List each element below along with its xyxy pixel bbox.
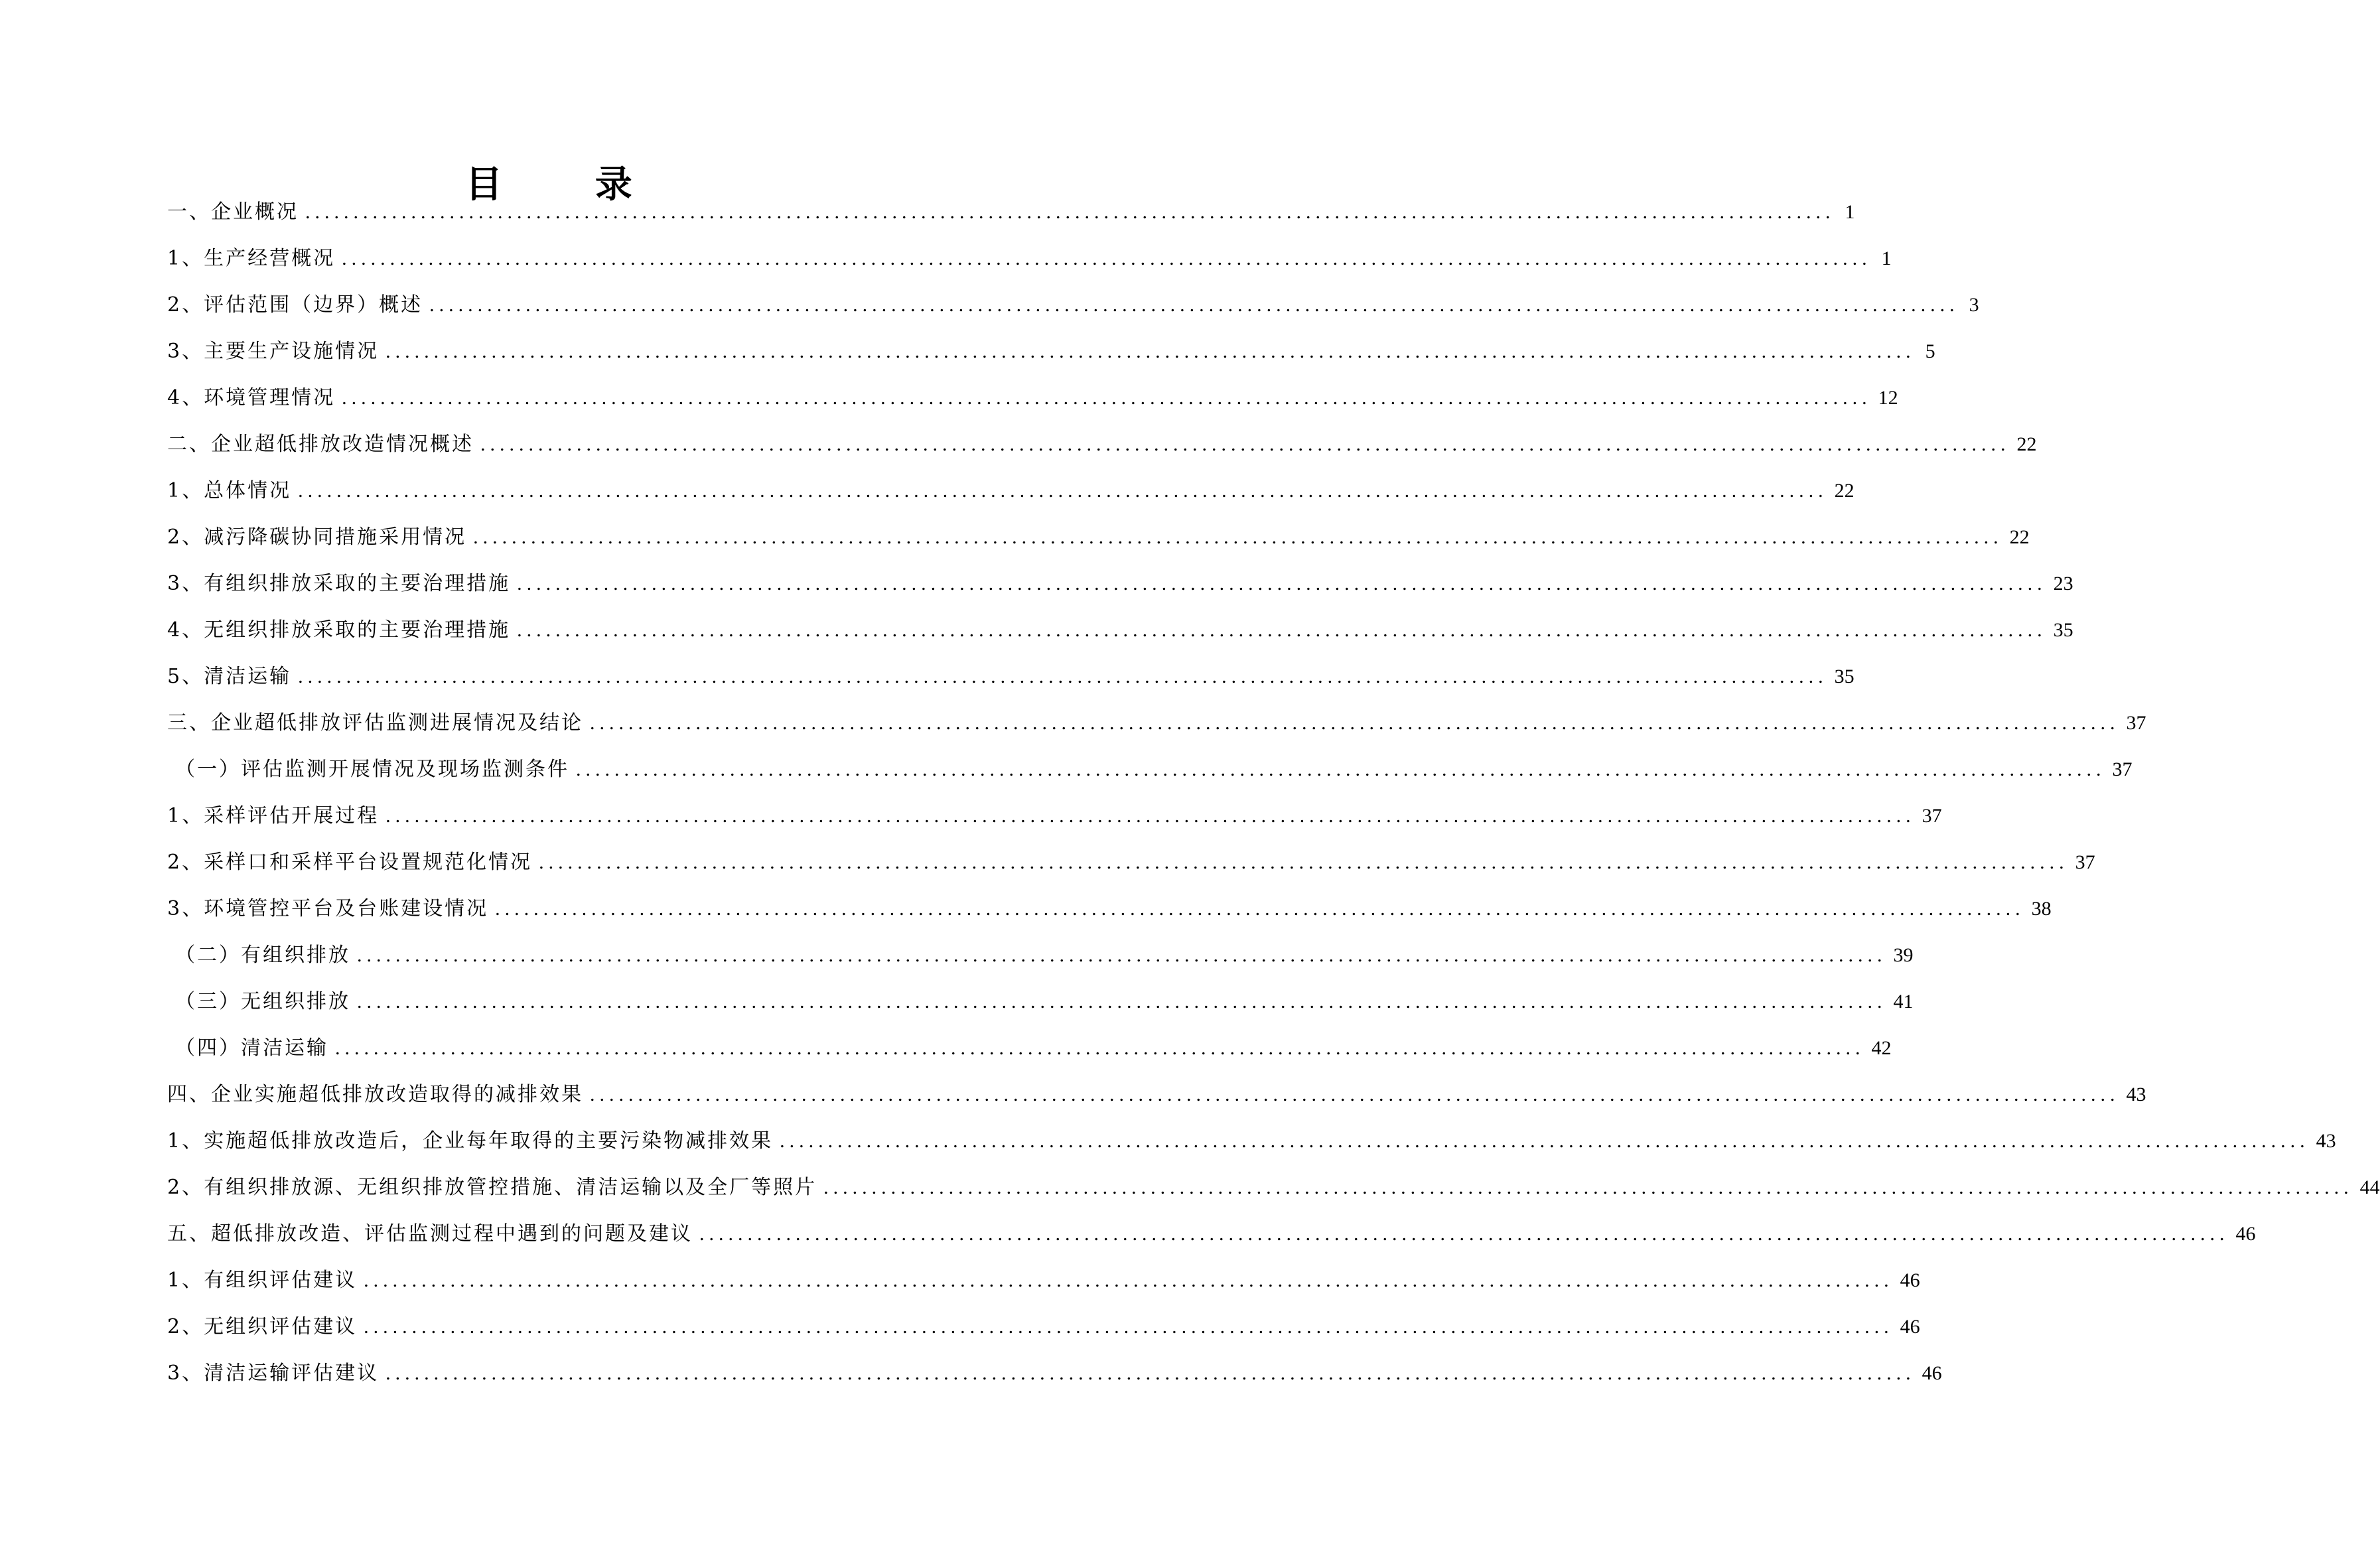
toc-page-number: 46 <box>1900 1269 1920 1291</box>
toc-entry-14[interactable] <box>167 796 1942 843</box>
toc-entry-text: 1、总体情况 <box>167 479 292 502</box>
toc-entry-15[interactable] <box>167 843 2095 889</box>
toc-dot-leader: ............................................................................................................................................................... <box>385 1362 1916 1384</box>
toc-page-number: 22 <box>2009 526 2030 548</box>
page-title: 目 录 <box>465 162 672 206</box>
toc-entry-17[interactable] <box>167 936 1914 982</box>
toc-page-number: 22 <box>2016 433 2037 455</box>
toc-page-number: 23 <box>2053 573 2073 595</box>
toc-entry-text: 2、采样口和采样平台设置规范化情况 <box>167 851 533 874</box>
toc-dot-leader: ............................................................................................................................................................... <box>342 387 1872 409</box>
toc-page-number: 43 <box>2126 1084 2146 1105</box>
toc-dot-leader: ............................................................................................................................................................... <box>429 294 1959 316</box>
toc-dot-leader: ............................................................................................................................................................... <box>699 1223 2229 1245</box>
toc-entry-text: 1、实施超低排放改造后，企业每年取得的主要污染物减排效果 <box>167 1129 774 1153</box>
toc-dot-leader: ............................................................................................................................................................... <box>780 1130 2310 1152</box>
toc-page-number: 37 <box>1922 805 1942 827</box>
toc-page-number: 37 <box>2075 851 2095 873</box>
toc-page-number: 22 <box>1834 480 1855 502</box>
toc-dot-leader: ............................................................................................................................................................... <box>298 480 1828 502</box>
toc-entry-2[interactable] <box>167 239 1892 285</box>
toc-entry-text: 4、环境管理情况 <box>167 386 336 409</box>
toc-entry-text: 四、企业实施超低排放改造取得的减排效果 <box>167 1083 583 1106</box>
toc-entry-text: 1、有组织评估建议 <box>167 1269 358 1292</box>
toc-entry-text: 2、无组织评估建议 <box>167 1315 358 1338</box>
toc-dot-leader: ............................................................................................................................................................... <box>364 1316 1894 1338</box>
toc-entry-20[interactable] <box>167 1075 2146 1121</box>
toc-entry-21[interactable] <box>167 1121 2336 1168</box>
toc-dot-leader: ............................................................................................................................................................... <box>364 1269 1894 1291</box>
toc-entry-6[interactable] <box>167 425 2037 471</box>
table-of-contents <box>167 192 2380 1400</box>
toc-page-number: 42 <box>1871 1037 1892 1059</box>
toc-entry-text: （一）评估监测开展情况及现场监测条件 <box>175 758 569 781</box>
toc-entry-text: 2、有组织排放源、无组织排放管控措施、清洁运输以及全厂等照片 <box>167 1176 817 1199</box>
toc-entry-26[interactable] <box>167 1354 1942 1400</box>
toc-entry-text: （二）有组织排放 <box>175 944 350 967</box>
toc-entry-text: 一、企业概况 <box>167 200 299 224</box>
toc-page-number: 5 <box>1925 340 1935 362</box>
toc-page-number: 39 <box>1893 944 1914 966</box>
toc-entry-text: 五、超低排放改造、评估监测过程中遇到的问题及建议 <box>167 1222 693 1245</box>
toc-page-number: 44 <box>2359 1176 2380 1198</box>
toc-dot-leader: ............................................................................................................................................................... <box>357 991 1887 1013</box>
toc-page-number: 37 <box>2112 758 2133 780</box>
toc-page-number: 1 <box>1881 247 1892 269</box>
toc-dot-leader: ............................................................................................................................................................... <box>305 201 1835 223</box>
toc-entry-18[interactable] <box>167 982 1914 1028</box>
toc-page-number: 1 <box>1845 201 1855 223</box>
toc-dot-leader: ............................................................................................................................................................... <box>590 1084 2120 1105</box>
toc-entry-19[interactable] <box>167 1028 1892 1075</box>
toc-dot-leader: ............................................................................................................................................................... <box>517 573 2047 595</box>
toc-entry-text: 2、评估范围（边界）概述 <box>167 293 423 317</box>
toc-entry-25[interactable] <box>167 1307 1920 1354</box>
toc-page-number: 35 <box>1834 666 1855 687</box>
toc-page-number: 38 <box>2031 898 2052 920</box>
toc-entry-23[interactable] <box>167 1214 2256 1261</box>
toc-page-number: 43 <box>2316 1130 2336 1152</box>
toc-dot-leader: ............................................................................................................................................................... <box>473 526 2003 548</box>
toc-dot-leader: ............................................................................................................................................................... <box>539 851 2069 873</box>
toc-page-number: 37 <box>2126 712 2146 734</box>
toc-dot-leader: ............................................................................................................................................................... <box>385 805 1916 827</box>
toc-page-number: 35 <box>2053 619 2073 641</box>
toc-page-number: 46 <box>1922 1362 1942 1384</box>
toc-entry-text: 3、清洁运输评估建议 <box>167 1362 380 1385</box>
toc-entry-9[interactable] <box>167 564 2073 610</box>
toc-entry-12[interactable] <box>167 703 2146 750</box>
toc-entry-text: 二、企业超低排放改造情况概述 <box>167 433 474 456</box>
toc-entry-22[interactable] <box>167 1168 2380 1214</box>
toc-dot-leader: ............................................................................................................................................................... <box>590 712 2120 734</box>
toc-page-number: 41 <box>1893 991 1914 1013</box>
toc-dot-leader: ............................................................................................................................................................... <box>298 666 1828 687</box>
toc-entry-7[interactable] <box>167 471 1855 518</box>
toc-entry-text: （三）无组织排放 <box>175 990 350 1013</box>
toc-entry-text: 4、无组织排放采取的主要治理措施 <box>167 618 511 642</box>
toc-entry-text: 2、减污降碳协同措施采用情况 <box>167 526 467 549</box>
toc-entry-text: （四）清洁运输 <box>175 1036 328 1060</box>
toc-entry-5[interactable] <box>167 378 1898 425</box>
toc-entry-text: 三、企业超低排放评估监测进展情况及结论 <box>167 711 583 735</box>
toc-entry-3[interactable] <box>167 285 1979 332</box>
toc-dot-leader: ............................................................................................................................................................... <box>342 247 1872 269</box>
toc-entry-text: 1、采样评估开展过程 <box>167 804 380 827</box>
toc-entry-text: 1、生产经营概况 <box>167 247 336 270</box>
toc-dot-leader: ............................................................................................................................................................... <box>357 944 1887 966</box>
toc-entry-10[interactable] <box>167 610 2073 657</box>
toc-entry-11[interactable] <box>167 657 1855 703</box>
toc-entry-4[interactable] <box>167 332 1935 378</box>
toc-page-number: 12 <box>1878 387 1898 409</box>
toc-page-number: 46 <box>2235 1223 2256 1245</box>
toc-entry-text: 3、主要生产设施情况 <box>167 340 380 363</box>
toc-entry-8[interactable] <box>167 518 2030 564</box>
toc-dot-leader: ............................................................................................................................................................... <box>517 619 2047 641</box>
toc-dot-leader: ............................................................................................................................................................... <box>495 898 2025 920</box>
toc-entry-text: 5、清洁运输 <box>167 665 292 688</box>
toc-entry-24[interactable] <box>167 1261 1920 1307</box>
toc-entry-13[interactable] <box>167 750 2133 796</box>
toc-entry-text: 3、有组织排放采取的主要治理措施 <box>167 572 511 595</box>
toc-dot-leader: ............................................................................................................................................................... <box>823 1176 2353 1198</box>
toc-dot-leader: ............................................................................................................................................................... <box>576 758 2106 780</box>
toc-entry-16[interactable] <box>167 889 2052 936</box>
toc-page-number: 46 <box>1900 1316 1920 1338</box>
toc-dot-leader: ............................................................................................................................................................... <box>385 340 1916 362</box>
toc-page-number: 3 <box>1969 294 1979 316</box>
toc-entry-1[interactable] <box>167 192 1855 239</box>
toc-dot-leader: ............................................................................................................................................................... <box>480 433 2010 455</box>
toc-dot-leader: ............................................................................................................................................................... <box>335 1037 1865 1059</box>
toc-entry-text: 3、环境管控平台及台账建设情况 <box>167 897 489 920</box>
